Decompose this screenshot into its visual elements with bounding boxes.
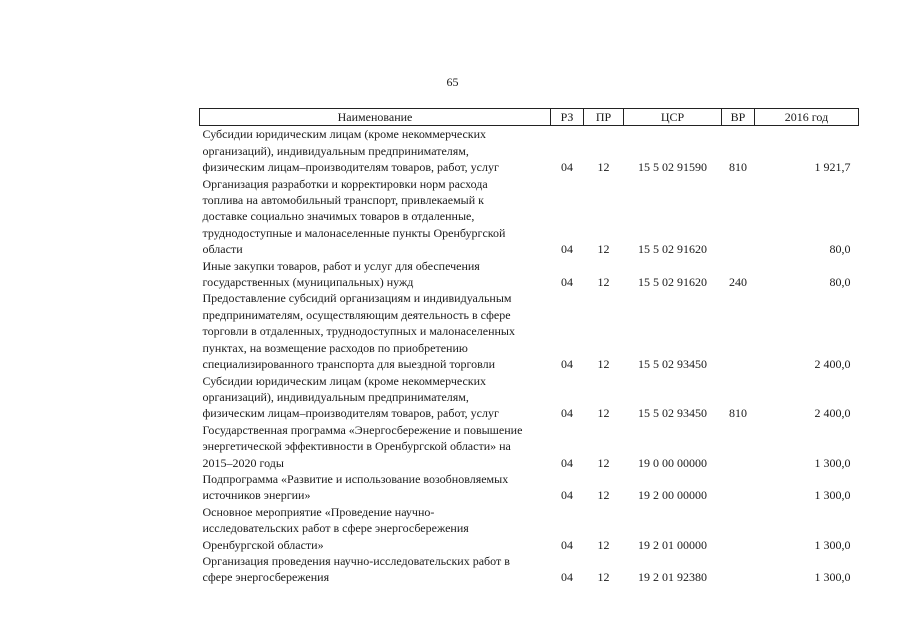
row-name: Организация разработки и корректировки норм расхода топлива на автомобильный транспорт, привлекаемый к доставке социально значимых товаров в отдаленные, труднодоступные и малонаселенные пункты Оренбургской области [202, 176, 506, 257]
header-csr: ЦСР [624, 109, 722, 126]
row-csr: 15 5 02 91590 [638, 160, 707, 175]
row-name: Субсидии юридическим лицам (кроме некоммерческих организаций), индивидуальным предпринимателям, физическим лицам–производителям товаров, работ, услуг [202, 373, 499, 421]
row-pr: 12 [597, 537, 610, 552]
table-row [200, 258, 859, 291]
row-rz: 04 [561, 570, 573, 585]
table-row [200, 553, 859, 586]
row-rz: 04 [561, 537, 573, 552]
row-pr: 12 [597, 488, 610, 503]
row-rz: 04 [561, 242, 573, 257]
header-pr: ПР [584, 109, 624, 126]
row-csr: 19 2 00 00000 [638, 488, 707, 503]
table-row [200, 176, 859, 258]
row-vr [722, 176, 755, 258]
row-pr: 12 [597, 242, 610, 257]
row-pr: 12 [597, 406, 610, 421]
row-pr: 12 [597, 160, 610, 175]
row-name: Государственная программа «Энергосбережение и повышение энергетической эффективности в Оренбургской области» на 2015–2020 годы [202, 422, 523, 470]
row-amount: 1 300,0 [814, 488, 851, 503]
row-name: Основное мероприятие «Проведение научно- исследовательских работ в сфере энергосбережения Оренбургской области» [202, 504, 469, 552]
row-vr [722, 422, 755, 471]
table-row [200, 422, 859, 471]
row-vr [722, 471, 755, 504]
row-pr: 12 [597, 357, 610, 372]
row-rz: 04 [561, 406, 573, 421]
budget-table [199, 108, 859, 586]
row-csr: 15 5 02 93450 [638, 406, 707, 421]
row-name: Иные закупки товаров, работ и услуг для обеспечения государственных (муниципальных) нужд [202, 258, 480, 290]
row-vr: 810 [729, 406, 747, 421]
row-rz: 04 [561, 455, 573, 470]
page-number: 65 [446, 75, 459, 89]
row-amount: 80,0 [829, 275, 851, 290]
row-amount: 1 921,7 [814, 160, 851, 175]
row-csr: 19 0 00 00000 [638, 455, 707, 470]
row-rz: 04 [561, 160, 573, 175]
row-rz: 04 [561, 357, 573, 372]
row-vr [722, 290, 755, 372]
row-pr: 12 [597, 275, 610, 290]
row-name: Подпрограмма «Развитие и использование возобновляемых источников энергии» [202, 471, 509, 503]
row-rz: 04 [561, 275, 573, 290]
row-csr: 15 5 02 91620 [638, 275, 707, 290]
row-vr: 240 [729, 275, 747, 290]
table-row [200, 290, 859, 372]
table-row [200, 471, 859, 504]
row-csr: 15 5 02 93450 [638, 357, 707, 372]
row-csr: 19 2 01 00000 [638, 537, 707, 552]
row-vr [722, 504, 755, 553]
header-name: Наименование [200, 109, 551, 126]
row-amount: 80,0 [829, 242, 851, 257]
row-amount: 2 400,0 [814, 357, 851, 372]
header-vr: ВР [722, 109, 755, 126]
row-csr: 19 2 01 92380 [638, 570, 707, 585]
row-rz: 04 [561, 488, 573, 503]
row-name: Предоставление субсидий организациям и индивидуальным предпринимателям, осуществляющим деятельность в сфере торговли в отдаленных, труднодоступных и малонаселенных пунктах, на возмещение расходов по приобретению специализированного транспорта для выездной торговли [202, 291, 515, 372]
row-amount: 1 300,0 [814, 455, 851, 470]
row-csr: 15 5 02 91620 [638, 242, 707, 257]
header-rz: РЗ [551, 109, 584, 126]
table-row [200, 504, 859, 553]
row-name: Организация проведения научно-исследовательских работ в сфере энергосбережения [202, 553, 510, 585]
row-amount: 1 300,0 [814, 570, 851, 585]
row-pr: 12 [597, 455, 610, 470]
header-year: 2016 год [755, 109, 859, 126]
row-amount: 2 400,0 [814, 406, 851, 421]
table-body [200, 126, 859, 586]
row-vr [722, 553, 755, 586]
row-vr: 810 [729, 160, 747, 175]
table-row [200, 126, 859, 176]
row-pr: 12 [597, 570, 610, 585]
row-amount: 1 300,0 [814, 537, 851, 552]
table-row [200, 373, 859, 422]
table-header [200, 109, 859, 126]
row-name: Субсидии юридическим лицам (кроме некоммерческих организаций), индивидуальным предпринимателям, физическим лицам–производителям товаров, работ, услуг [202, 127, 499, 175]
